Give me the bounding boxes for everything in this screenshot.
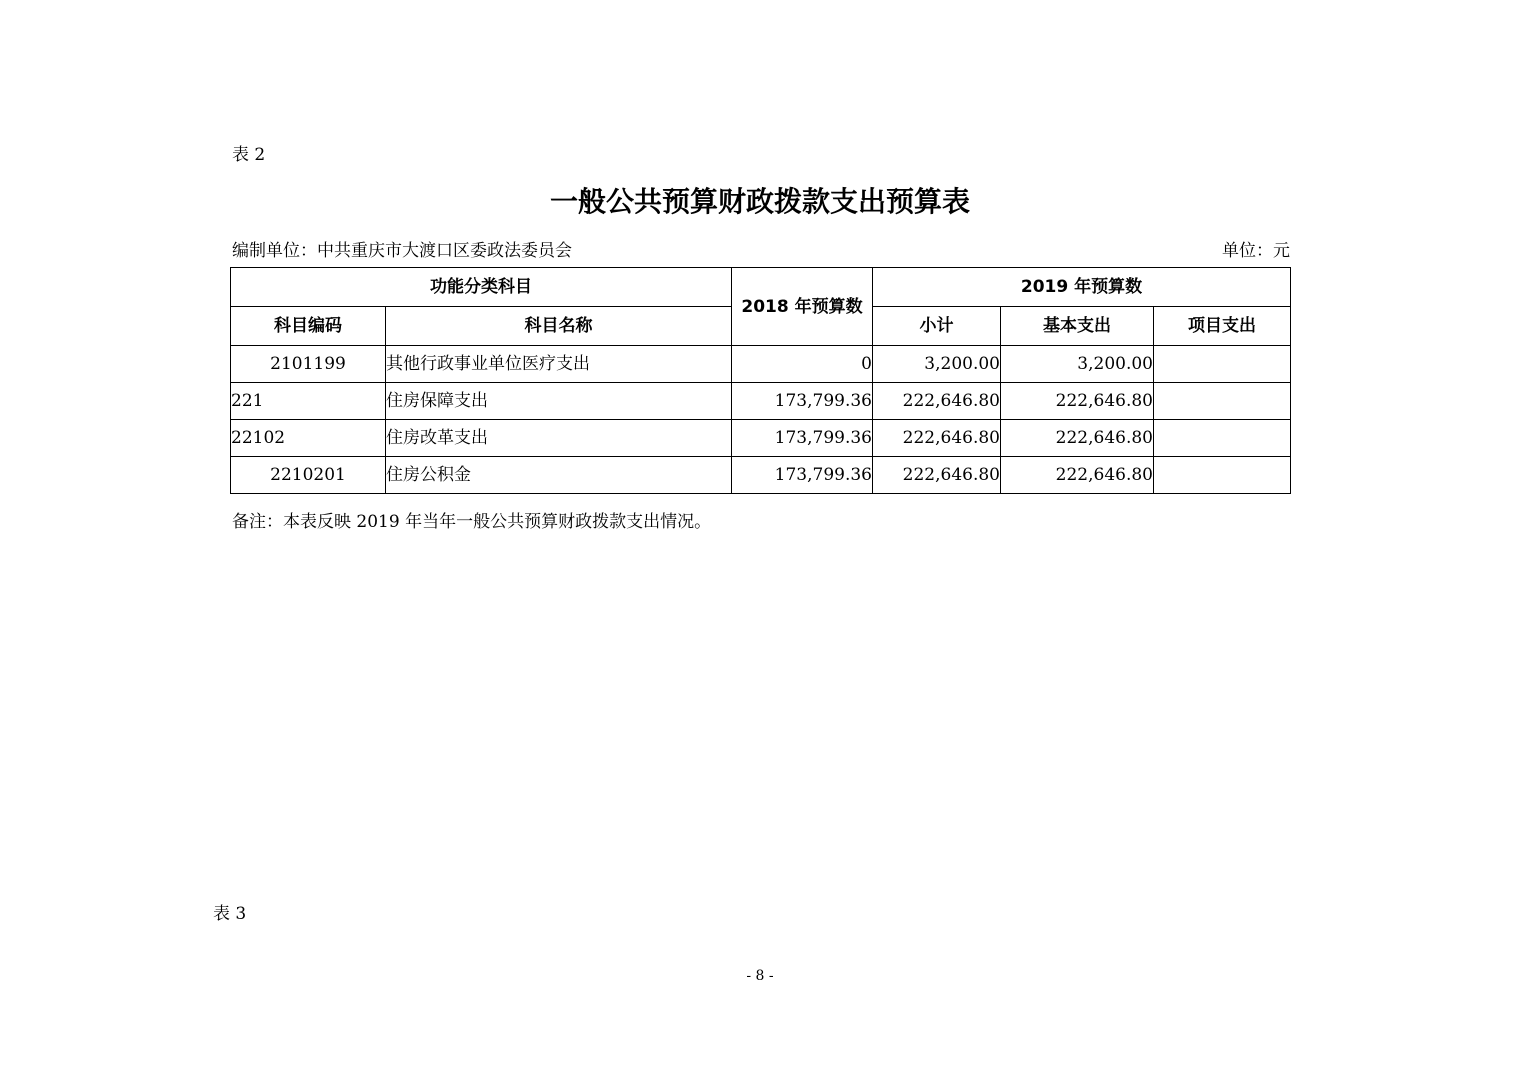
header-2018-budget: 2018 年预算数 [732,268,873,346]
row-name: 住房公积金 [386,457,732,494]
row-subtotal: 222,646.80 [873,457,1001,494]
row-subtotal: 222,646.80 [873,383,1001,420]
row-code: 221 [231,383,386,420]
table-row [231,420,1291,457]
header-function-group: 功能分类科目 [231,268,732,307]
table-row [231,346,1291,383]
row-project [1154,457,1291,494]
table-row [231,383,1291,420]
row-name: 住房保障支出 [386,383,732,420]
row-code: 2210201 [231,457,386,494]
row-project [1154,383,1291,420]
next-table-label: 表 3 [213,904,247,924]
currency-unit: 单位：元 [1222,241,1290,261]
row-2018: 173,799.36 [732,420,873,457]
header-subtotal: 小计 [873,307,1001,346]
page-title: 一般公共预算财政拨款支出预算表 [549,185,970,218]
row-2018: 0 [732,346,873,383]
row-project [1154,420,1291,457]
row-subtotal: 222,646.80 [873,420,1001,457]
row-2018: 173,799.36 [732,383,873,420]
row-basic: 222,646.80 [1001,420,1154,457]
table-label: 表 2 [232,145,266,165]
header-2019-group: 2019 年预算数 [873,268,1291,307]
compiling-unit: 编制单位：中共重庆市大渡口区委政法委员会 [232,241,572,261]
table-row [231,457,1291,494]
row-basic: 222,646.80 [1001,383,1154,420]
page-number: - 8 - [746,968,774,984]
row-basic: 222,646.80 [1001,457,1154,494]
header-code: 科目编码 [231,307,386,346]
table-note: 备注：本表反映 2019 年当年一般公共预算财政拨款支出情况。 [232,512,712,532]
row-basic: 3,200.00 [1001,346,1154,383]
row-subtotal: 3,200.00 [873,346,1001,383]
header-project: 项目支出 [1154,307,1291,346]
row-code: 2101199 [231,346,386,383]
budget-table [230,267,1291,494]
row-code: 22102 [231,420,386,457]
row-2018: 173,799.36 [732,457,873,494]
row-name: 其他行政事业单位医疗支出 [386,346,732,383]
header-name: 科目名称 [386,307,732,346]
row-name: 住房改革支出 [386,420,732,457]
row-project [1154,346,1291,383]
header-row-1 [231,268,1291,307]
header-basic: 基本支出 [1001,307,1154,346]
